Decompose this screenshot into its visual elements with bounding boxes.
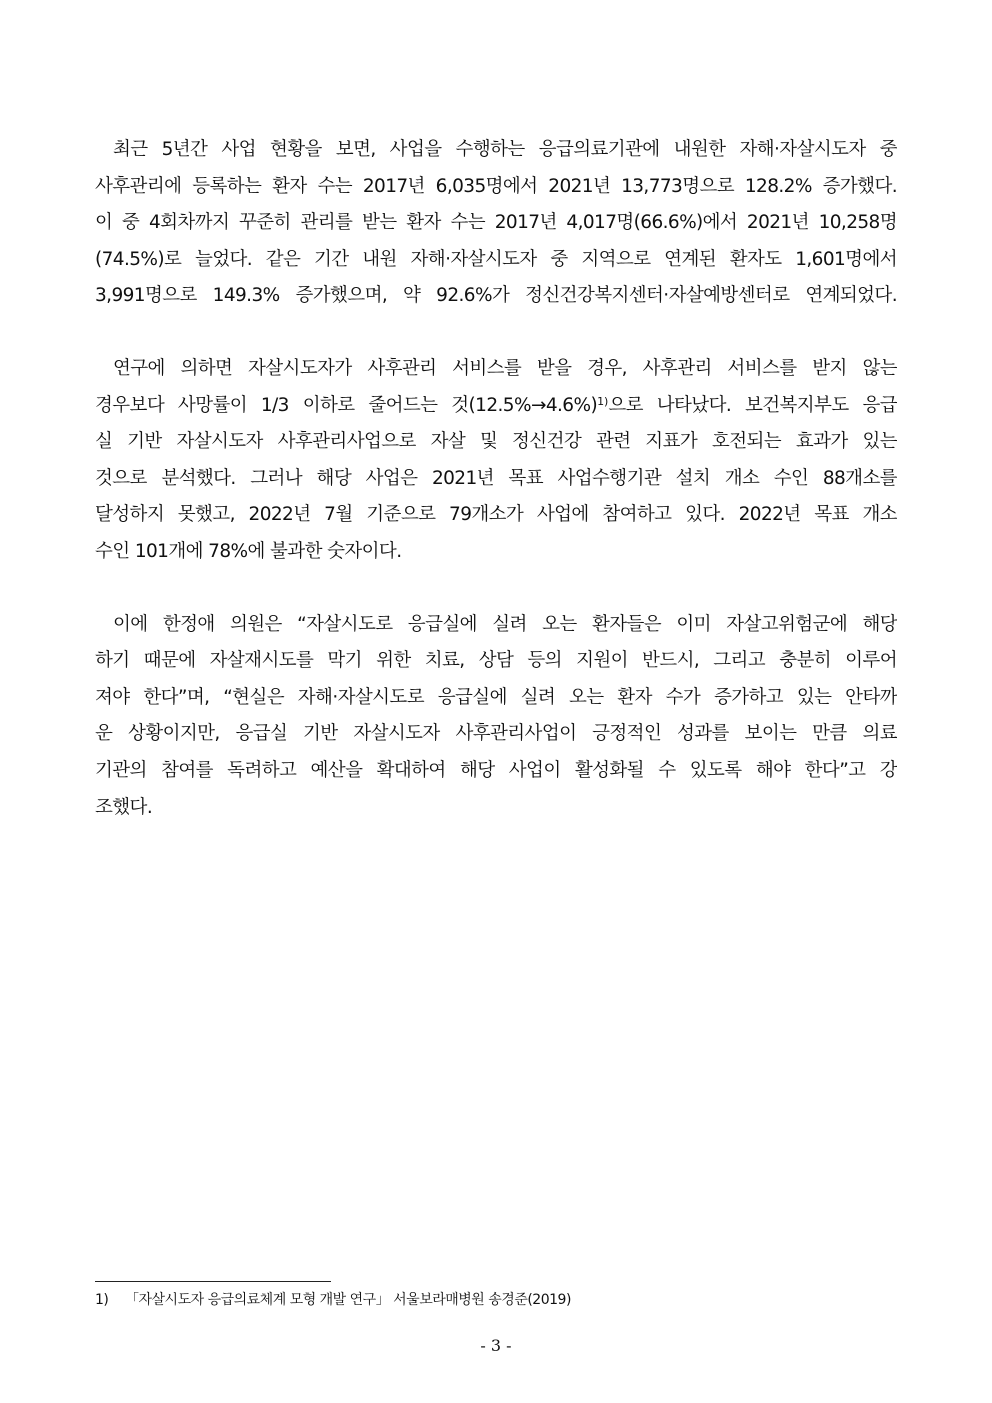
line-text: 경우보다 사망률이 1/3 이하로 줄어드는 것(12.5%→4.6%) xyxy=(95,394,598,416)
paragraph-line: (74.5%)로 늘었다. 같은 기간 내원 자해·자살시도자 중 지역으로 연계된 환자도 1,601명에서 xyxy=(95,248,897,270)
paragraph-2 xyxy=(95,351,897,571)
footnote-reference: 1) xyxy=(597,394,609,408)
paragraph-line: 조했다. xyxy=(95,796,153,818)
paragraph-line: 하기 때문에 자살재시도를 막기 위한 치료, 상담 등의 지원이 반드시, 그리고 충분히 이루어 xyxy=(95,650,897,672)
paragraph-line: 수인 101개에 78%에 불과한 숫자이다. xyxy=(95,540,402,562)
paragraph-line: 연구에 의하면 자살시도자가 사후관리 서비스를 받을 경우, 사후관리 서비스를 받지 않는 xyxy=(113,357,897,379)
paragraph-line: 이 중 4회차까지 꾸준히 관리를 받는 환자 수는 2017년 4,017명(66.6%)에서 2021년 10,258명 xyxy=(95,212,897,234)
paragraph-line: 달성하지 못했고, 2022년 7월 기준으로 79개소가 사업에 참여하고 있다. 2022년 목표 개소 xyxy=(95,504,897,526)
paragraph-line: 져야 한다”며, “현실은 자해·자살시도로 응급실에 실려 오는 환자 수가 증가하고 있는 안타까 xyxy=(95,686,897,708)
line-text: 으로 나타났다. 보건복지부도 응급 xyxy=(608,394,897,416)
paragraph-line: 기관의 참여를 독려하고 예산을 확대하여 해당 사업이 활성화될 수 있도록 해야 한다”고 강 xyxy=(95,759,897,781)
body-text xyxy=(95,132,897,862)
footnote-text: 「자살시도자 응급의료체계 모형 개발 연구」 서울보라매병원 송경준(2019) xyxy=(125,1292,571,1308)
page-number: - 3 - xyxy=(480,1336,512,1355)
footnote-number: 1) xyxy=(95,1292,109,1308)
paragraph-1 xyxy=(95,132,897,315)
paragraph-line: 실 기반 자살시도자 사후관리사업으로 자살 및 정신건강 관련 지표가 호전되는 효과가 있는 xyxy=(95,431,897,453)
paragraph-line: 3,991명으로 149.3% 증가했으며, 약 92.6%가 정신건강복지센터·자살예방센터로 연계되었다. xyxy=(95,285,897,307)
paragraph-line: 것으로 분석했다. 그러나 해당 사업은 2021년 목표 사업수행기관 설치 개소 수인 88개소를 xyxy=(95,467,897,489)
paragraph-line: 이에 한정애 의원은 “자살시도로 응급실에 실려 오는 환자들은 이미 자살고위험군에 해당 xyxy=(113,613,897,635)
paragraph-3 xyxy=(95,607,897,827)
paragraph-line: 최근 5년간 사업 현황을 보면, 사업을 수행하는 응급의료기관에 내원한 자해·자살시도자 중 xyxy=(113,139,897,160)
footnote-divider xyxy=(95,1281,331,1282)
paragraph-line-with-footnote xyxy=(95,388,897,425)
paragraph-line: 사후관리에 등록하는 환자 수는 2017년 6,035명에서 2021년 13,773명으로 128.2% 증가했다. xyxy=(95,175,897,197)
paragraph-line: 운 상황이지만, 응급실 기반 자살시도자 사후관리사업이 긍정적인 성과를 보이는 만큼 의료 xyxy=(95,723,897,745)
footnote xyxy=(95,1290,571,1310)
